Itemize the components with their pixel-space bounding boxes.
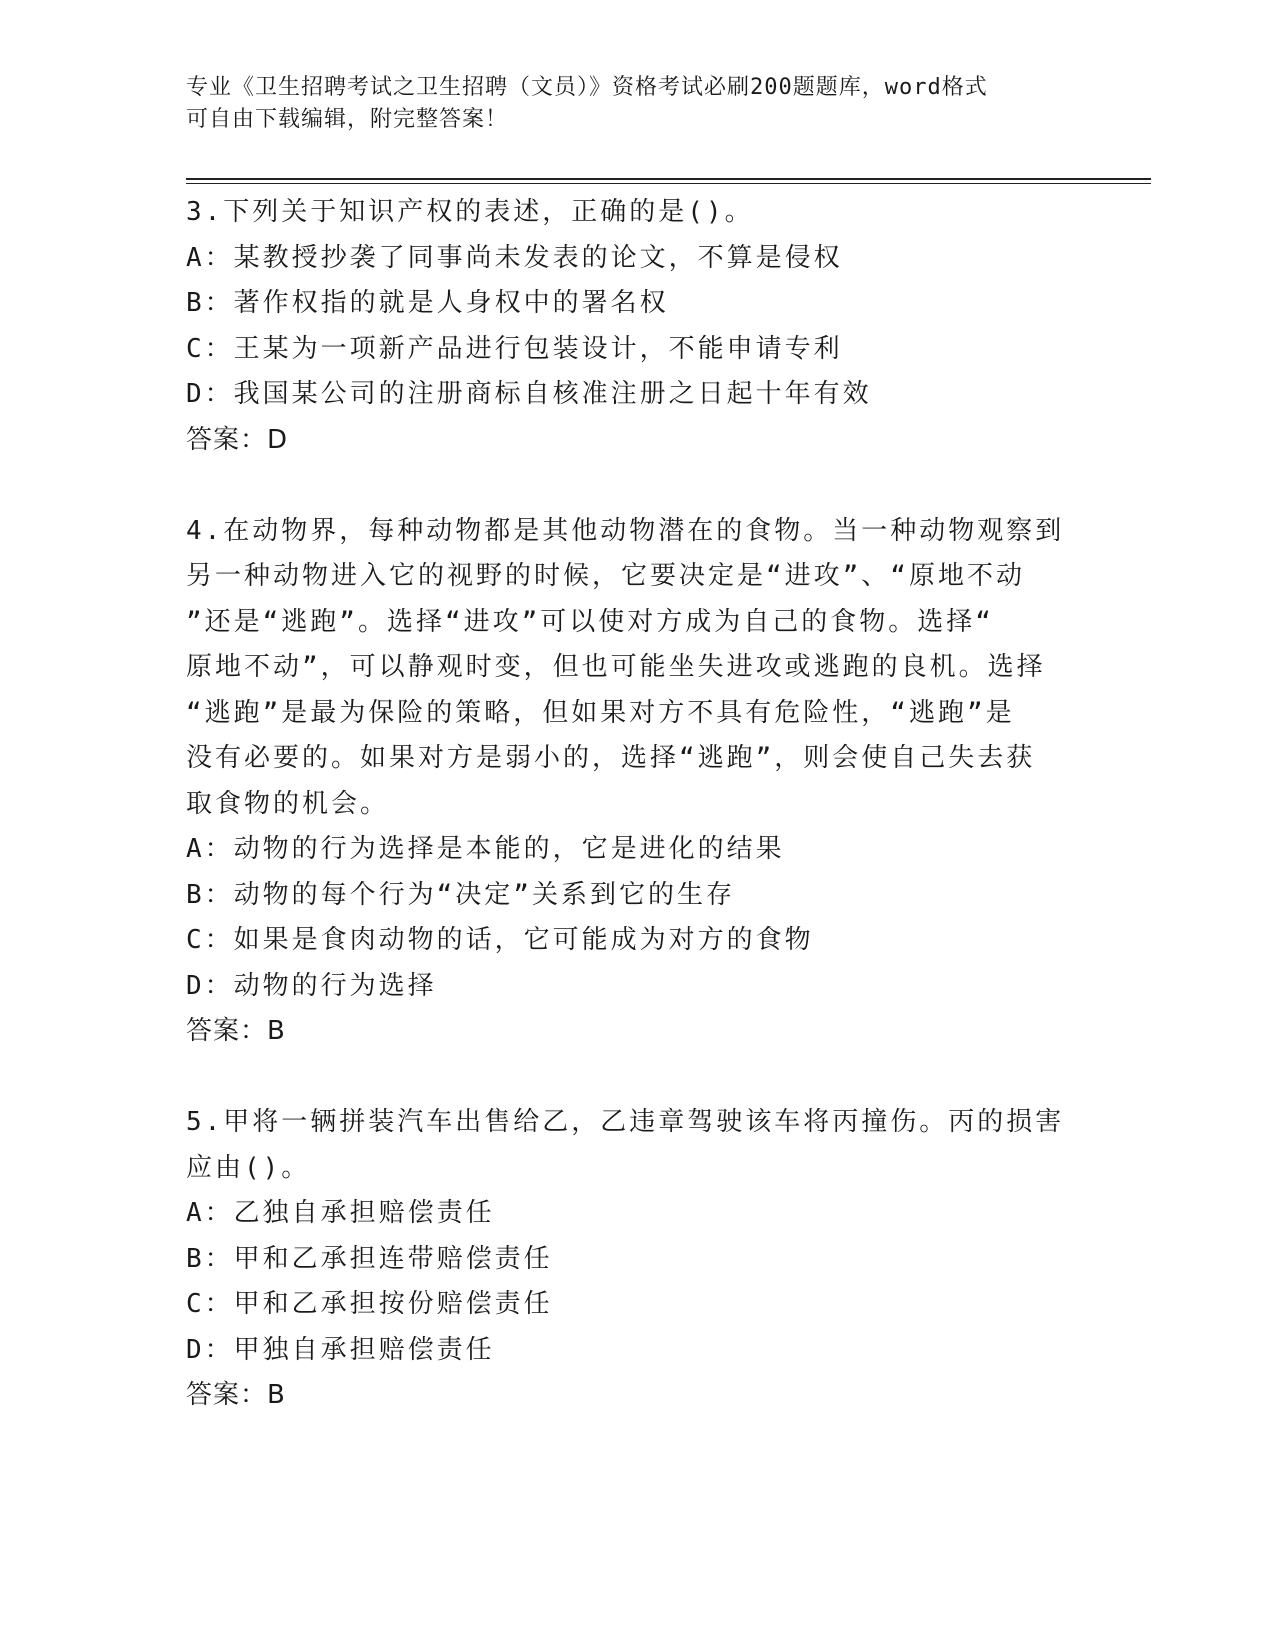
question-spacer <box>186 1055 1066 1101</box>
question-stem-line: 4.在动物界，每种动物都是其他动物潜在的食物。当一种动物观察到 <box>186 515 1065 546</box>
question-stem-line: 原地不动”，可以静观时变，但也可能坐失进攻或逃跑的良机。选择 <box>186 652 1046 682</box>
header-divider-thin <box>186 183 1151 184</box>
question-stem-line: 另一种动物进入它的视野的时候，它要决定是“进攻”、“原地不动 <box>186 561 1025 591</box>
header-divider-thick <box>186 178 1151 180</box>
option-c: C：王某为一项新产品进行包装设计，不能申请专利 <box>186 333 843 364</box>
question-stem-line: 3.下列关于知识产权的表述，正确的是()。 <box>186 197 754 227</box>
option-c: C：如果是食肉动物的话，它可能成为对方的食物 <box>186 925 814 955</box>
question-3 <box>186 190 1066 463</box>
question-stem-line: 5.甲将一辆拼装汽车出售给乙，乙违章驾驶该车将丙撞伤。丙的损害 <box>186 1107 1065 1137</box>
question-stem-line: 没有必要的。如果对方是弱小的，选择“逃跑”，则会使自己失去获 <box>186 743 1036 773</box>
option-d: D：动物的行为选择 <box>186 970 437 1001</box>
option-b: B：著作权指的就是人身权中的署名权 <box>186 288 669 318</box>
header-title-line-1: 专业《卫生招聘考试之卫生招聘（文员）》资格考试必刷200题题库，word格式 <box>186 75 988 100</box>
question-stem-line: ”还是“逃跑”。选择“进攻”可以使对方成为自己的食物。选择“ <box>186 606 994 637</box>
question-stem-line: 取食物的机会。 <box>186 788 390 819</box>
option-a: A：某教授抄袭了同事尚未发表的论文，不算是侵权 <box>186 242 843 273</box>
question-stem-line: 应由()。 <box>186 1152 311 1183</box>
question-spacer <box>186 463 1066 509</box>
question-4 <box>186 509 1066 1055</box>
answer-label: 答案：B <box>186 1016 286 1046</box>
option-b: B：甲和乙承担连带赔偿责任 <box>186 1243 553 1274</box>
answer-label: 答案：B <box>186 1380 286 1410</box>
question-5 <box>186 1100 1066 1419</box>
option-a: A：动物的行为选择是本能的，它是进化的结果 <box>186 834 785 864</box>
option-d: D：我国某公司的注册商标自核准注册之日起十年有效 <box>186 379 872 409</box>
option-c: C：甲和乙承担按份赔偿责任 <box>186 1289 553 1319</box>
header-title-line-2: 可自由下载编辑，附完整答案！ <box>186 107 509 132</box>
option-d: D：甲独自承担赔偿责任 <box>186 1334 495 1365</box>
question-list <box>186 190 1066 1419</box>
document-header <box>186 72 1066 136</box>
option-a: A：乙独自承担赔偿责任 <box>186 1198 495 1228</box>
question-stem-line: “逃跑”是最为保险的策略，但如果对方不具有危险性，“逃跑”是 <box>186 697 1015 728</box>
answer-label: 答案：D <box>186 424 289 455</box>
option-b: B：动物的每个行为“决定”关系到它的生存 <box>186 879 735 910</box>
